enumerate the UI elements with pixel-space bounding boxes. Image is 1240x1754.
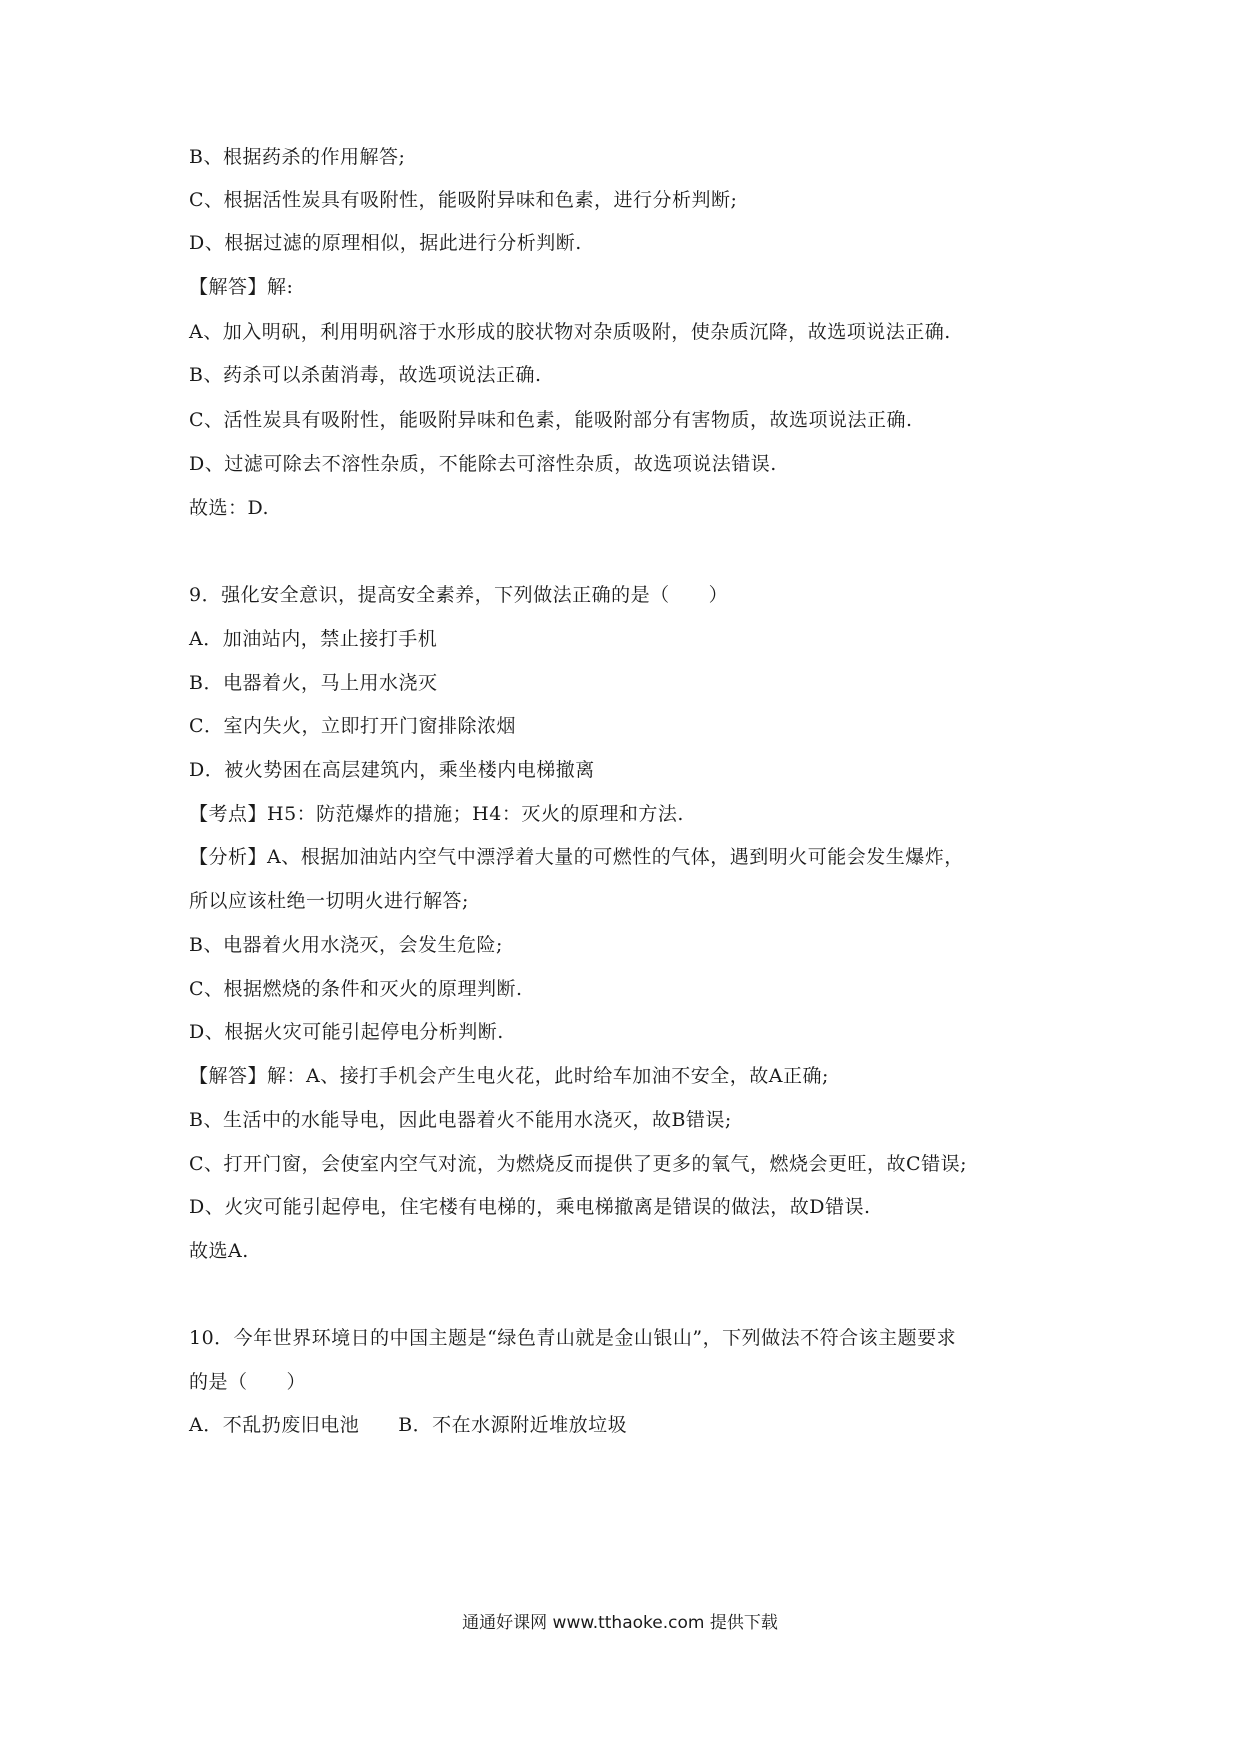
page-footer: 通通好课网 www.tthaoke.com 提供下载: [462, 1613, 778, 1633]
text-line: C、根据活性炭具有吸附性，能吸附异味和色素，进行分析判断;: [189, 189, 738, 211]
text-line: D、火灾可能引起停电，住宅楼有电梯的，乘电梯撤离是错误的做法，故D错误.: [189, 1196, 871, 1218]
question-9: 9．强化安全意识，提高安全素养，下列做法正确的是（ ）: [189, 584, 729, 606]
option-a: A．加油站内，禁止接打手机: [189, 628, 438, 650]
text-line: 的是（ ）: [189, 1371, 307, 1393]
text-line: C、打开门窗，会使室内空气对流，为燃烧反而提供了更多的氧气，燃烧会更旺，故C错误;: [189, 1153, 967, 1175]
text-line: 所以应该杜绝一切明火进行解答;: [189, 890, 469, 912]
text-line: D、过滤可除去不溶性杂质，不能除去可溶性杂质，故选项说法错误.: [189, 453, 777, 475]
text-line: B、根据药杀的作用解答;: [189, 146, 406, 168]
text-line: 【解答】解:: [189, 276, 294, 298]
text-line: 【考点】H5：防范爆炸的措施；H4：灭火的原理和方法.: [189, 803, 684, 825]
text-line: 【解答】解：A、接打手机会产生电火花，此时给车加油不安全，故A正确;: [189, 1065, 829, 1087]
text-line: C、根据燃烧的条件和灭火的原理判断.: [189, 978, 523, 1000]
text-line: C、活性炭具有吸附性，能吸附异味和色素，能吸附部分有害物质，故选项说法正确.: [189, 409, 913, 431]
text-line: 故选：D.: [189, 497, 270, 519]
options-line: A．不乱扔废旧电池 B．不在水源附近堆放垃圾: [189, 1414, 628, 1436]
option-b: B．电器着火，马上用水浇灭: [189, 672, 438, 694]
text-line: D、根据火灾可能引起停电分析判断.: [189, 1021, 504, 1043]
question-10: 10．今年世界环境日的中国主题是“绿色青山就是金山银山”，下列做法不符合该主题要求: [189, 1327, 957, 1349]
text-line: B、电器着火用水浇灭，会发生危险;: [189, 934, 503, 956]
text-line: 【分析】A、根据加油站内空气中漂浮着大量的可燃性的气体，遇到明火可能会发生爆炸，: [189, 846, 964, 868]
option-d: D．被火势困在高层建筑内，乘坐楼内电梯撤离: [189, 759, 595, 781]
text-line: B、生活中的水能导电，因此电器着火不能用水浇灭，故B错误;: [189, 1109, 732, 1131]
text-line: A、加入明矾，利用明矾溶于水形成的胶状物对杂质吸附，使杂质沉降，故选项说法正确.: [189, 321, 951, 343]
option-c: C．室内失火，立即打开门窗排除浓烟: [189, 715, 517, 737]
text-line: 故选A.: [189, 1240, 249, 1262]
text-line: D、根据过滤的原理相似，据此进行分析判断.: [189, 232, 582, 254]
text-line: B、药杀可以杀菌消毒，故选项说法正确.: [189, 364, 542, 386]
